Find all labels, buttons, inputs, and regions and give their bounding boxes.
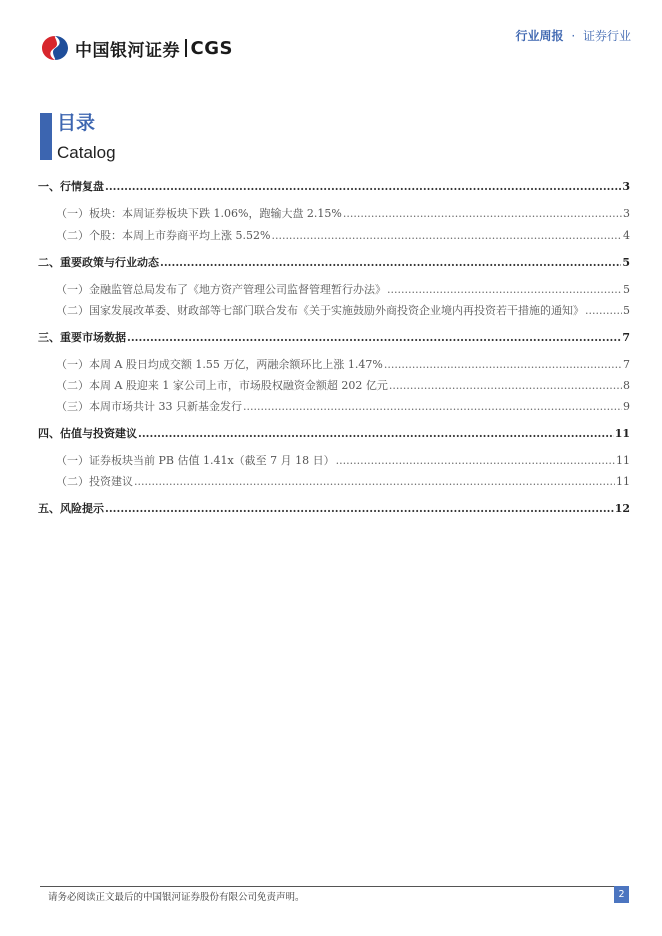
toc-entry-label: （一）板块：本周证券板块下跌 1.06%，跑输大盘 2.15% (56, 207, 342, 220)
toc-entry-label: 三、重要市场数据 (38, 331, 126, 344)
toc-subsection-entry[interactable] (38, 227, 630, 243)
toc-entry-label: （二）个股：本周上市券商平均上涨 5.52% (56, 229, 271, 242)
toc-entry-label: （二）投资建议 (56, 475, 133, 488)
toc-entry-label: （一）证券板块当前 PB 估值 1.41x（截至 7 月 18 日） (56, 454, 335, 467)
toc-entry-page: 4 (623, 229, 630, 242)
brand-logo (40, 34, 233, 62)
toc-entry-page: 5 (622, 256, 630, 269)
toc-entry-page: 7 (622, 331, 630, 344)
toc-entry-label: （一）金融监管总局发布了《地方资产管理公司监督管理暂行办法》 (56, 283, 386, 296)
logo-english-name: CGS (190, 37, 233, 59)
toc-entry-page: 8 (623, 379, 630, 392)
toc-dot-leader (343, 207, 622, 220)
toc-entry-label: 一、行情复盘 (38, 180, 104, 193)
toc-entry-label: （二）国家发展改革委、财政部等七部门联合发布《关于实施鼓励外商投资企业境内再投资若干措施的通知》 (56, 304, 584, 317)
logo-wordmark (75, 36, 233, 61)
toc-dot-leader (138, 427, 614, 440)
toc-entry-page: 11 (614, 427, 630, 440)
report-type-header (515, 27, 631, 44)
toc-accent-bar (40, 113, 52, 160)
cgs-logo-icon (40, 34, 70, 62)
toc-dot-leader (105, 502, 614, 515)
toc-dot-leader (389, 379, 622, 392)
toc-entry-page: 5 (623, 283, 630, 296)
toc-section-entry[interactable] (38, 425, 630, 441)
toc-entry-label: （三）本周市场共计 33 只新基金发行 (56, 400, 242, 413)
toc-dot-leader (105, 180, 621, 193)
toc-entry-page: 11 (616, 454, 630, 467)
toc-dot-leader (160, 256, 621, 269)
logo-divider (185, 39, 187, 57)
toc-dot-leader (585, 304, 622, 317)
toc-entry-label: 二、重要政策与行业动态 (38, 256, 159, 269)
doc-type: 行业周报 (515, 29, 564, 43)
toc-dot-leader (243, 400, 622, 413)
toc-dot-leader (384, 358, 622, 371)
toc-dot-leader (134, 475, 615, 488)
toc-subtitle: Catalog (57, 143, 116, 162)
toc-entry-page: 5 (623, 304, 630, 317)
toc-entry-page: 3 (623, 207, 630, 220)
toc-entry-page: 11 (616, 475, 630, 488)
toc-section-entry[interactable] (38, 254, 630, 270)
toc-section-entry[interactable] (38, 178, 630, 194)
toc-subsection-entry[interactable] (38, 302, 630, 318)
toc-dot-leader (387, 283, 622, 296)
toc-subsection-entry[interactable] (38, 356, 630, 372)
toc-subsection-entry[interactable] (38, 452, 630, 468)
toc-entry-page: 12 (614, 502, 630, 515)
toc-dot-leader (336, 454, 615, 467)
toc-subsection-entry[interactable] (38, 205, 630, 221)
toc-entry-page: 3 (622, 180, 630, 193)
toc-entry-label: 五、风险提示 (38, 502, 104, 515)
page-number: 2 (614, 886, 629, 903)
toc-dot-leader (127, 331, 621, 344)
toc-entry-page: 9 (623, 400, 630, 413)
toc-entry-page: 7 (623, 358, 630, 371)
toc-title: 目录 (57, 112, 96, 134)
toc-subsection-entry[interactable] (38, 473, 630, 489)
footer-divider (40, 886, 629, 887)
toc-entry-label: （二）本周 A 股迎来 1 家公司上市，市场股权融资金额超 202 亿元 (56, 379, 388, 392)
toc-entry-label: （一）本周 A 股日均成交额 1.55 万亿，两融余额环比上涨 1.47% (56, 358, 383, 371)
logo-chinese-name: 中国银河证券 (75, 40, 180, 61)
toc-subsection-entry[interactable] (38, 377, 630, 393)
header-separator: · (571, 29, 576, 43)
footer-disclaimer: 请务必阅读正文最后的中国银河证券股份有限公司免责声明。 (48, 892, 305, 903)
toc-section-entry[interactable] (38, 329, 630, 345)
toc-subsection-entry[interactable] (38, 398, 630, 414)
industry-label: 证券行业 (582, 29, 631, 43)
toc-section-entry[interactable] (38, 500, 630, 516)
toc-entry-label: 四、估值与投资建议 (38, 427, 137, 440)
toc-dot-leader (271, 229, 622, 242)
toc-subsection-entry[interactable] (38, 281, 630, 297)
